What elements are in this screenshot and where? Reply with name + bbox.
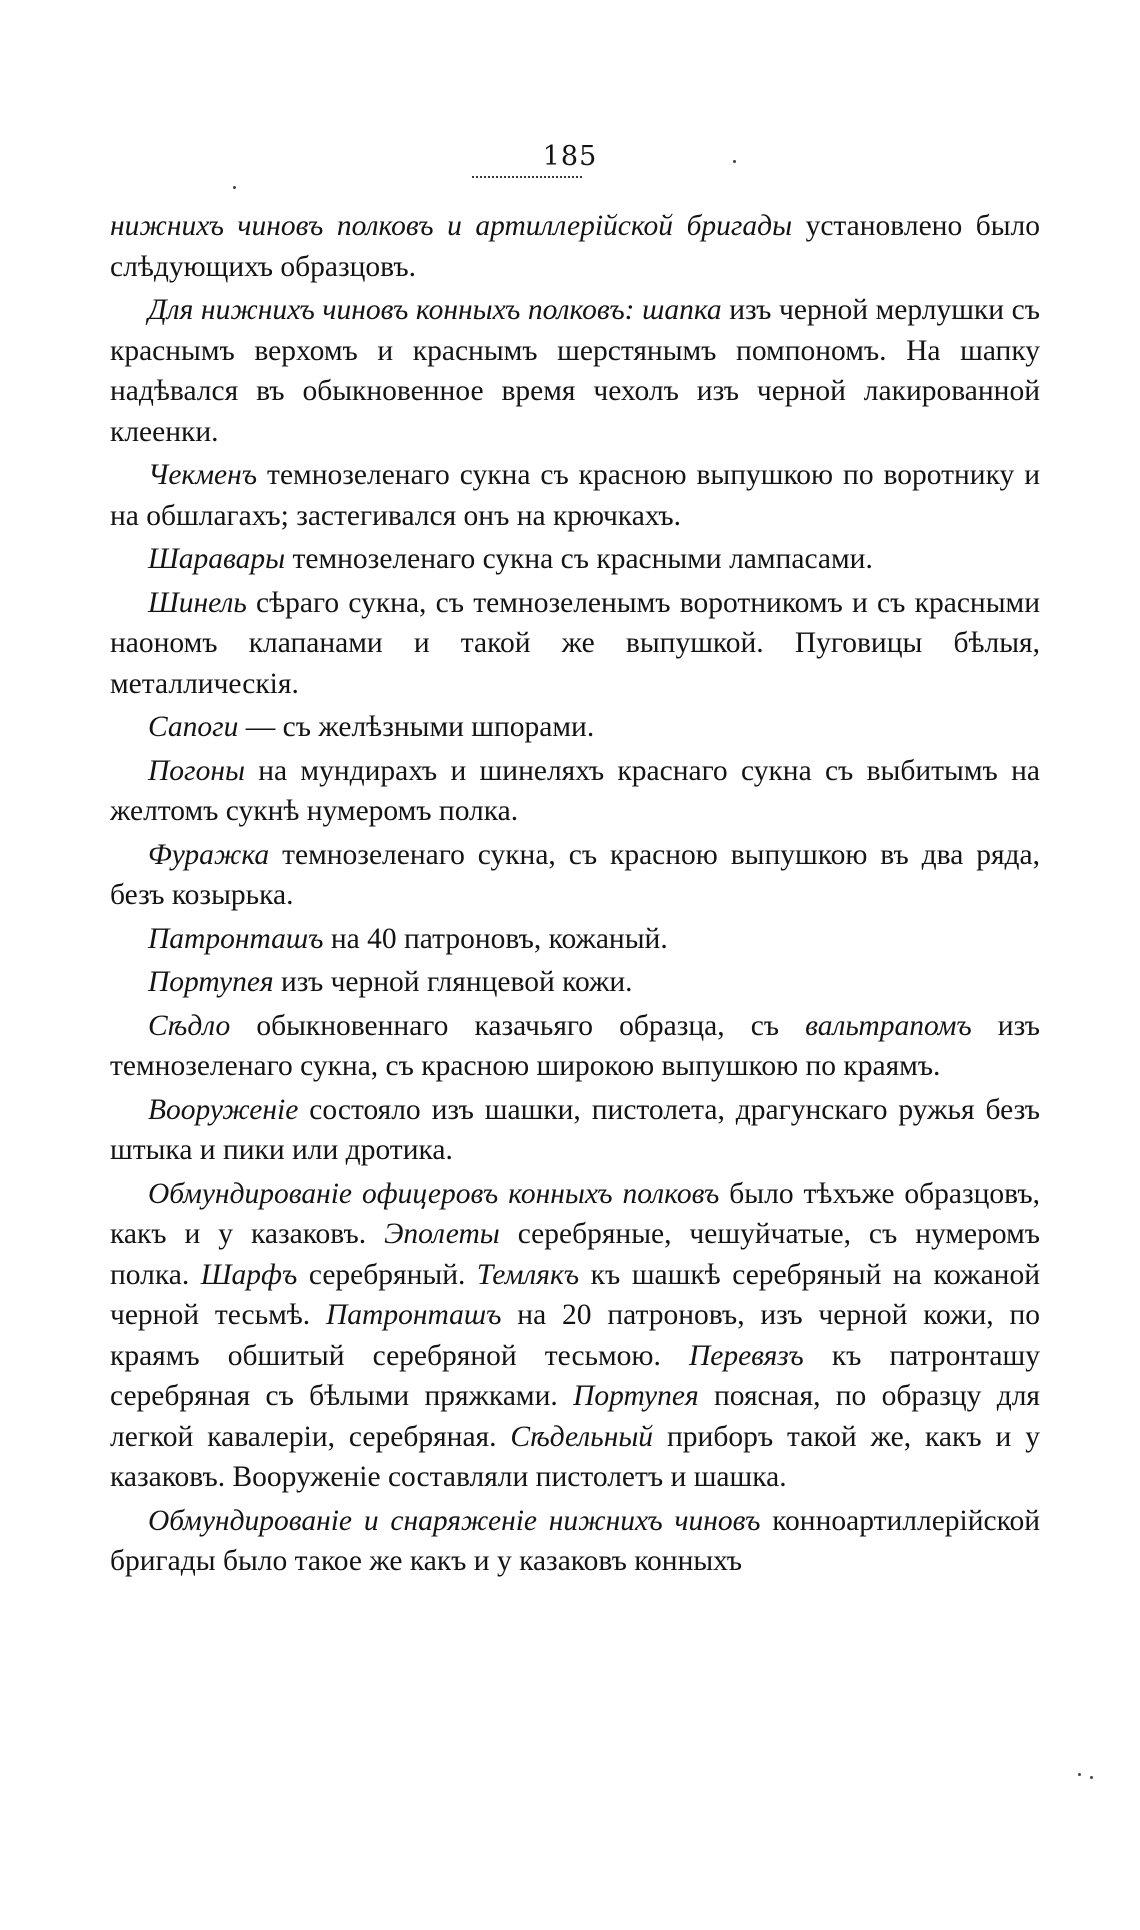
paragraph-p5 <box>110 707 1040 748</box>
italic-term: Эполеты <box>384 1218 500 1250</box>
italic-term: Портупея <box>148 966 274 998</box>
body-segment: изъ темнозеленаго сукна, съ красною широкою выпушкою по краямъ. <box>110 1009 1040 1082</box>
body-segment: темнозеленаго сукна съ красными лампасами. <box>285 543 873 575</box>
italic-term: Портупея <box>573 1380 699 1412</box>
italic-term: Для нижнихъ чиновъ конныхъ полковъ: шапка <box>148 294 722 326</box>
italic-term: Обмундированіе офицеровъ конныхъ полковъ <box>148 1177 720 1210</box>
paragraph-p2 <box>110 455 1040 536</box>
italic-term: Сѣдельный <box>510 1420 654 1453</box>
body-segment: поясная, по образцу для легкой кавалеріи, серебряная. <box>110 1380 1041 1453</box>
italic-term: вальтрапомъ <box>805 1009 972 1042</box>
body-segment: къ патронташу серебряная съ бѣлыми пряжками. <box>110 1339 1040 1412</box>
italic-term: Сѣдло <box>148 1009 231 1042</box>
paragraph-p6 <box>110 751 1040 832</box>
paragraph-p3 <box>110 539 1040 580</box>
body-segment: на 20 патроновъ, изъ черной кожи, по краямъ обшитый серебряной тесьмою. <box>110 1299 1040 1372</box>
italic-term: нижнихъ чиновъ полковъ и артиллерійской бригады <box>110 210 793 242</box>
italic-term: Чекменъ <box>148 459 258 491</box>
body-segment: темнозеленаго сукна съ красною выпушкою по воротнику и на обшлагахъ; застегивался онъ на крючкахъ. <box>110 459 1040 532</box>
italic-term: Темлякъ <box>476 1258 580 1291</box>
italic-term: Перевязъ <box>688 1339 804 1372</box>
print-speck <box>233 186 236 189</box>
body-segment: было тѣхъже образцовъ, какъ и у казаковъ. <box>110 1177 1041 1250</box>
body-text <box>110 206 1040 1585</box>
paragraph-p12 <box>110 1174 1040 1498</box>
body-segment: на 40 патроновъ, кожаный. <box>323 922 668 955</box>
print-speck <box>1078 1773 1081 1776</box>
body-segment: — съ желѣзными шпорами. <box>238 711 595 743</box>
paragraph-p0 <box>110 206 1040 287</box>
paragraph-p13 <box>110 1501 1040 1582</box>
body-segment: сѣраго сукна, съ темнозеленымъ воротникомъ и съ красными наономъ клапанами и такой же выпушкой. Пуговицы бѣлыя, металлическія. <box>110 586 1040 700</box>
body-segment: темнозеленаго сукна, съ красною выпушкою въ два ряда, безъ козырька. <box>110 838 1040 911</box>
body-segment: конноартиллерійской бригады было такое же какъ и у казаковъ конныхъ <box>110 1504 1040 1577</box>
italic-term: Фуражка <box>148 838 270 871</box>
page-number: 185 <box>542 141 598 172</box>
body-segment: обыкновеннаго казачьяго образца, съ <box>230 1009 806 1042</box>
body-segment: къ шашкѣ серебряный на кожаной черной тесьмѣ. <box>110 1258 1040 1331</box>
body-segment: серебряные, чешуйчатые, съ нумеромъ полка. <box>110 1218 1040 1291</box>
body-segment: установлено было слѣдующихъ образцовъ. <box>110 210 1041 283</box>
paragraph-p7 <box>110 835 1040 916</box>
italic-term: Шаравары <box>148 543 286 575</box>
print-speck <box>1090 1776 1093 1779</box>
body-segment: серебряный. <box>297 1258 477 1291</box>
page-number-rule <box>472 176 582 178</box>
italic-term: Патронташъ <box>148 922 324 955</box>
paragraph-p1 <box>110 290 1040 452</box>
italic-term: Патронташъ <box>325 1299 502 1331</box>
italic-term: Обмундированіе и снаряженіе нижнихъ чиновъ <box>148 1504 761 1537</box>
paragraph-p9 <box>110 962 1040 1003</box>
italic-term: Сапоги <box>148 711 239 743</box>
body-segment: на мундирахъ и шинеляхъ краснаго сукна съ выбитымъ на желтомъ сукнѣ нумеромъ полка. <box>110 754 1040 827</box>
body-segment: приборъ такой же, какъ и у казаковъ. Вооруженіе составляли пистолетъ и шашка. <box>110 1420 1040 1493</box>
italic-term: Шинель <box>148 586 247 619</box>
body-segment: изъ черной мерлушки съ краснымъ верхомъ и краснымъ шерстянымъ помпономъ. На шапку надѣвался въ обыкновенное время чехолъ изъ черной лакированной клеенки. <box>110 294 1040 448</box>
paragraph-p10 <box>110 1006 1040 1087</box>
italic-term: Погоны <box>148 754 245 787</box>
italic-term: Вооруженіе <box>148 1093 299 1126</box>
paragraph-p4 <box>110 583 1040 705</box>
body-segment: изъ черной глянцевой кожи. <box>273 966 633 998</box>
italic-term: Шарфъ <box>200 1258 298 1291</box>
print-speck <box>733 160 736 163</box>
paragraph-p11 <box>110 1090 1040 1171</box>
body-segment: состояло изъ шашки, пистолета, драгунскаго ружья безъ штыка и пики или дротика. <box>110 1093 1040 1166</box>
paragraph-p8 <box>110 919 1040 960</box>
